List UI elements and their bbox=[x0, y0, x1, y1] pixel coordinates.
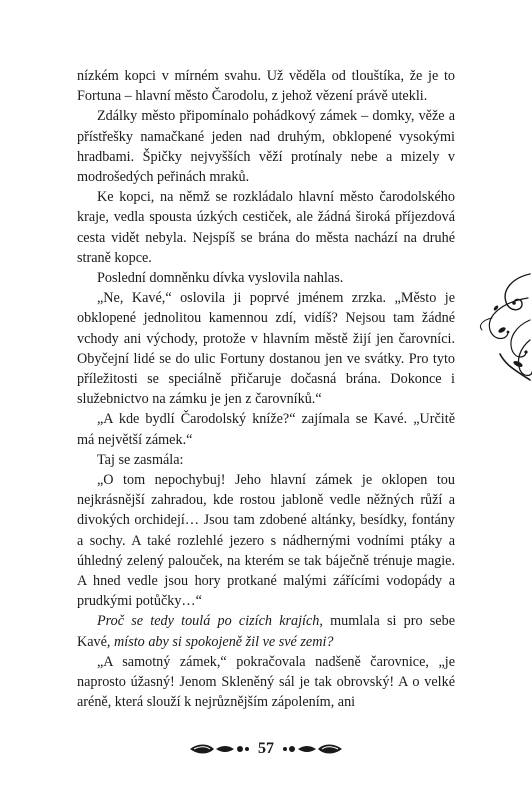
page-footer bbox=[0, 734, 532, 764]
footer-flourish-left-icon bbox=[188, 741, 252, 757]
page-number: 57 bbox=[258, 740, 274, 757]
footer-flourish-right-icon bbox=[280, 741, 344, 757]
paragraph-mixed bbox=[77, 611, 455, 651]
paragraph: „A samotný zámek,“ pokračovala nadšeně čarovnice, „je naprosto úžasný! Jenom Skleněný sál je tak obrovský! A o velké aréně, která slouží k nejrůznějším zápolením, ani bbox=[77, 653, 455, 711]
italic-thought: Proč se tedy toulá po cizích krajích, bbox=[97, 613, 323, 630]
paragraph-plain-span: mumlala si pro sebe Kavé, bbox=[77, 613, 455, 650]
paragraph: „A kde bydlí Čarodolský kníže?“ zajímala se Kavé. „Určitě má největší zámek.“ bbox=[77, 411, 455, 448]
paragraph: Ke kopci, na němž se rozkládalo hlavní město čarodolského kraje, vedla spousta úzkých cestiček, ale žádná široká příjezdová cesta vidět nebyla. Nejspíš se brána do města nachází na druhé straně kopce. bbox=[77, 189, 455, 266]
body-text bbox=[77, 66, 455, 713]
paragraph: „O tom nepochybuj! Jeho hlavní zámek je oklopen tou nejkrásnější zahradou, kde rostou jabloně vedle něžných růží a divokých orchidejí… Jsou tam zdobené altánky, besídky, fontány a sochy. A také rozlehlé jezero s nádhernými vodními ptáky a úhledný zelený palouček, na kterém se tak báječně trénuje magie. A hned vedle jsou hory protkané malými zářícími vodopády a prudkými potůčky…“ bbox=[77, 472, 455, 610]
vine-flourish-ornament bbox=[472, 268, 532, 386]
italic-thought: místo aby si spokojeně žil ve své zemi? bbox=[114, 633, 334, 650]
paragraph: nízkém kopci v mírném svahu. Už věděla od tlouštíka, že je to Fortuna – hlavní město Čarodolu, z jehož vězení právě utekli. bbox=[77, 68, 455, 105]
paragraph: Zdálky město připomínalo pohádkový zámek – domky, věže a přístřešky namačkané jeden nad druhým, obklopené vysokými hradbami. Špičky nejvyšších věží protínaly nebe a mizely v modrošedých peřinách mraků. bbox=[77, 108, 455, 186]
paragraph: Poslední domněnku dívka vyslovila nahlas. bbox=[97, 270, 344, 287]
paragraph: „Ne, Kavé,“ oslovila ji poprvé jménem zrzka. „Město je obklopené jednolitou kamennou zdí, vidíš? Nejsou tam žádné vchody ani východy, protože v hlavním městě žijí jen čarovníci. Obyčejní lidé se do ulic Fortuny dostanou jen ve svátky. Pro tyto příležitosti se speciálně přičaruje dočasná brána. Dokonce i služebnictvo na zámku je jen z čarovníků.“ bbox=[77, 290, 455, 408]
paragraph: Taj se zasmála: bbox=[97, 451, 184, 468]
